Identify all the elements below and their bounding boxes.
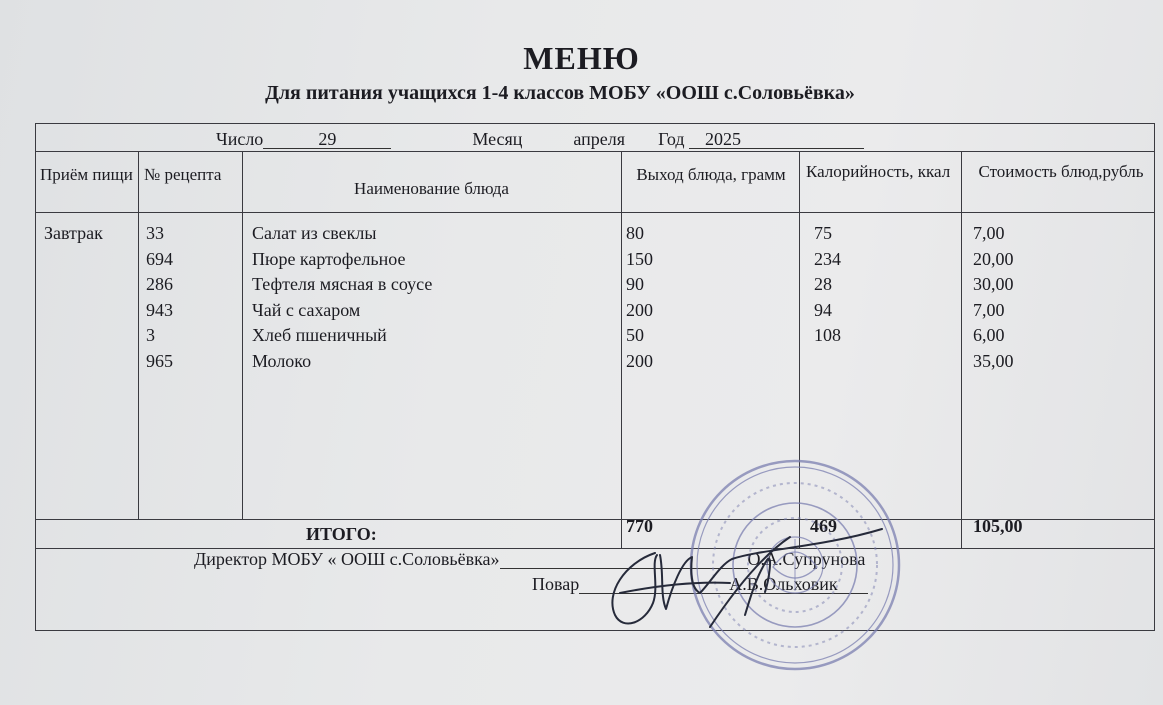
table-row: Пюре картофельное: [252, 248, 406, 269]
table-row: 28: [814, 274, 832, 294]
handwritten-signature: [560, 495, 920, 645]
document-subtitle: Для питания учащихся 1-4 классов МОБУ «ООШ с.Соловьёвка»: [265, 82, 855, 104]
table-row: 30,00: [973, 274, 1014, 294]
cook-name: А.В.Ольховик: [729, 575, 867, 594]
table-row: 80: [626, 223, 644, 243]
day-label: Число: [216, 129, 264, 149]
cook-label: Повар: [532, 574, 580, 594]
header-meal: Приём пищи: [40, 165, 133, 184]
month-label: Месяц: [472, 129, 523, 149]
weight-column: [626, 221, 653, 374]
table-row: 943: [146, 299, 173, 320]
director-label: Директор МОБУ « ООШ с.Соловьёвка»: [194, 549, 500, 569]
month-value: апреля: [573, 129, 626, 149]
table-row: 694: [146, 248, 173, 269]
total-cost: 105,00: [973, 516, 1023, 536]
table-row: 33: [146, 223, 164, 243]
table-row: 286: [146, 274, 173, 294]
total-label: ИТОГО:: [306, 524, 377, 544]
table-row: 200: [626, 299, 653, 320]
table-row: 7,00: [973, 299, 1005, 320]
header-recipe: № рецепта: [144, 165, 222, 184]
table-row: Тефтеля мясная в соусе: [252, 274, 433, 294]
table-row: Хлеб пшеничный: [252, 325, 387, 345]
date-row: [216, 130, 864, 149]
year-label: Год: [658, 129, 685, 149]
table-row: 94: [814, 299, 832, 320]
day-value: 29: [263, 130, 391, 149]
table-row: 7,00: [973, 223, 1005, 243]
table-row: 20,00: [973, 248, 1014, 269]
recipe-column: [146, 221, 173, 374]
table-row: Салат из свеклы: [252, 223, 377, 243]
table-row: 90: [626, 274, 644, 294]
total-weight: 770: [626, 516, 653, 536]
header-calories: Калорийность, ккал: [806, 162, 951, 181]
table-row: 35,00: [973, 350, 1014, 371]
table-row: 3: [146, 325, 155, 345]
table-row: 234: [814, 248, 841, 269]
header-dish: Наименование блюда: [354, 179, 509, 198]
director-name: О.А.Супрунова: [747, 549, 866, 569]
year-value: 2025: [689, 130, 864, 149]
table-row: 50: [626, 325, 644, 345]
dish-column: [252, 221, 432, 374]
document-title: МЕНЮ: [523, 40, 640, 76]
header-cost: Стоимость блюд,рубль: [978, 162, 1144, 181]
cost-column: [973, 221, 1014, 374]
table-row: 965: [146, 350, 173, 371]
table-row: 200: [626, 350, 653, 371]
calories-column: [814, 221, 841, 349]
table-row: 150: [626, 248, 653, 269]
table-row: 6,00: [973, 325, 1005, 345]
table-row: Чай с сахаром: [252, 299, 361, 320]
table-row: 75: [814, 223, 832, 243]
meal-cell: Завтрак: [44, 223, 103, 243]
header-weight: Выход блюда, грамм: [636, 165, 786, 184]
table-row: Молоко: [252, 350, 312, 371]
table-row: 108: [814, 325, 841, 345]
total-calories: 469: [810, 516, 837, 536]
